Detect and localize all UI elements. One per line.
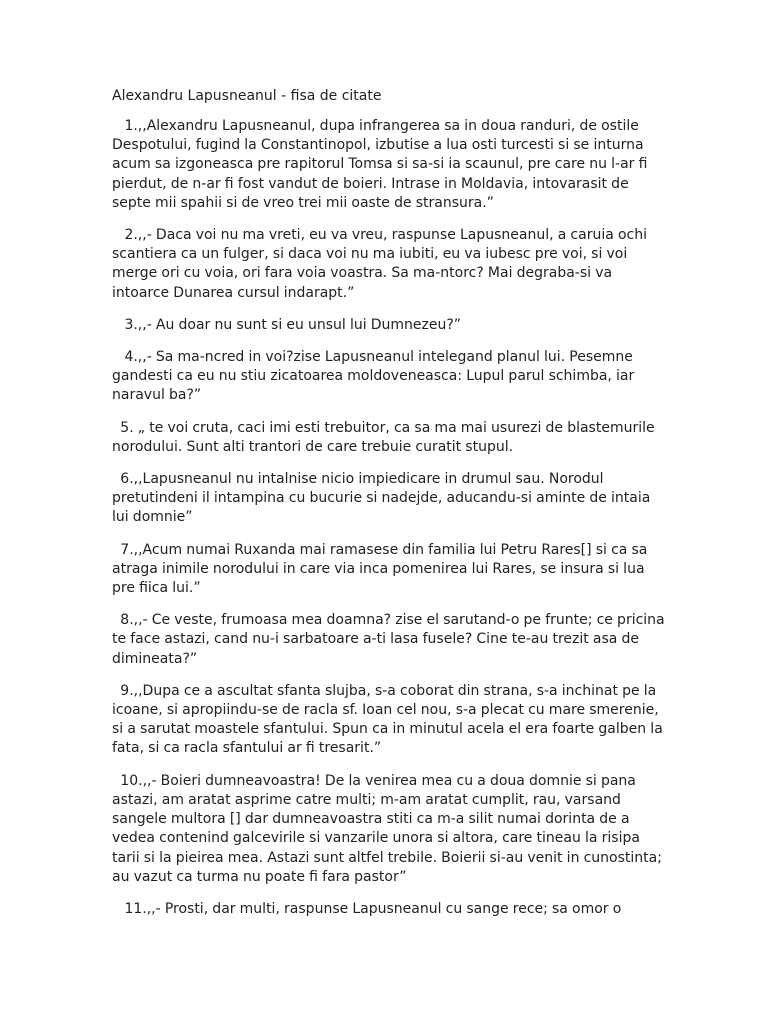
quote-11: 11.,,- Prosti, dar multi, raspunse Lapusneanul cu sange rece; sa omor o xyxy=(112,900,622,917)
quote-5: 5. „ te voi cruta, caci imi esti trebuitor, ca sa ma mai usurezi de blastemurile norodului. Sunt alti trantori de care trebuie curatit stupul. xyxy=(112,419,655,455)
quote-10: 10.,,- Boieri dumneavoastra! De la venirea mea cu a doua domnie si pana astazi, am aratat asprime catre multi; m-am aratat cumplit, rau, varsand sangele multora [] dar dumneavoastra stiti ca m-a silit numai dorinta de a vedea contenind galcevirile si vanzarile unora si altora, care tineau la risipa tarii si la pieirea mea. Astazi sunt altfel trebile. Boierii si-au venit in cunostinta; au vazut ca turma nu poate fi fara pastor” xyxy=(112,772,662,885)
quote-9: 9.,,Dupa ce a ascultat sfanta slujba, s-a coborat din strana, s-a inchinat pe la icoane, si apropiindu-se de racla sf. Ioan cel nou, s-a plecat cu mare smerenie, si a sarutat moastele sfantului. Spun ca in minutul acela el era foarte galben la fata, si ca racla sfantului ar fi tresarit.” xyxy=(112,682,663,757)
quote-1: 1.,,Alexandru Lapusneanul, dupa infrangerea sa in doua randuri, de ostile Despotului, fugind la Constantinopol, izbutise a lua osti turcesti si se inturna acum sa izgoneasca pre rapitorul Tomsa si sa-si ia scaunul, pre care nu l-ar fi pierdut, de n-ar fi fost vandut de boieri. Intrase in Moldavia, intovarasit de septe mii spahii si de vreo trei mii oaste de stransura.” xyxy=(112,118,648,211)
document-title: Alexandru Lapusneanul - fisa de citate xyxy=(112,88,382,104)
quote-8: 8.,,- Ce veste, frumoasa mea doamna? zise el sarutand-o pe frunte; ce pricina te face astazi, cand nu-i sarbatoare a-ti lasa fusele? Cine te-au trezit asa de dimineata?” xyxy=(112,612,665,667)
quote-3: 3.,,- Au doar nu sunt si eu unsul lui Dumnezeu?” xyxy=(112,316,462,333)
quote-6: 6.,,Lapusneanul nu intalnise nicio impiedicare in drumul sau. Norodul pretutindeni il intampina cu bucurie si nadejde, aducandu-si aminte de intaia lui domnie” xyxy=(112,471,651,526)
quote-7: 7.,,Acum numai Ruxanda mai ramasese din familia lui Petru Rares[] si ca sa atraga inimile norodului in care via inca pomenirea lui Rares, se insura si lua pre fiica lui.” xyxy=(112,541,648,597)
quote-2: 2.,,- Daca voi nu ma vreti, eu va vreu, raspunse Lapusneanul, a caruia ochi scantiera ca un fulger, si daca voi nu ma iubiti, eu va iubesc pre voi, si voi merge ori cu voia, ori fara voia voastra. Sa ma-ntorc? Mai degraba-si va intoarce Dunarea cursul indarapt.” xyxy=(112,227,647,301)
quote-4: 4.,,- Sa ma-ncred in voi?zise Lapusneanul intelegand planul lui. Pesemne gandesti ca eu nu stiu zicatoarea moldoveneasca: Lupul parul schimba, iar naravul ba?” xyxy=(112,349,635,404)
